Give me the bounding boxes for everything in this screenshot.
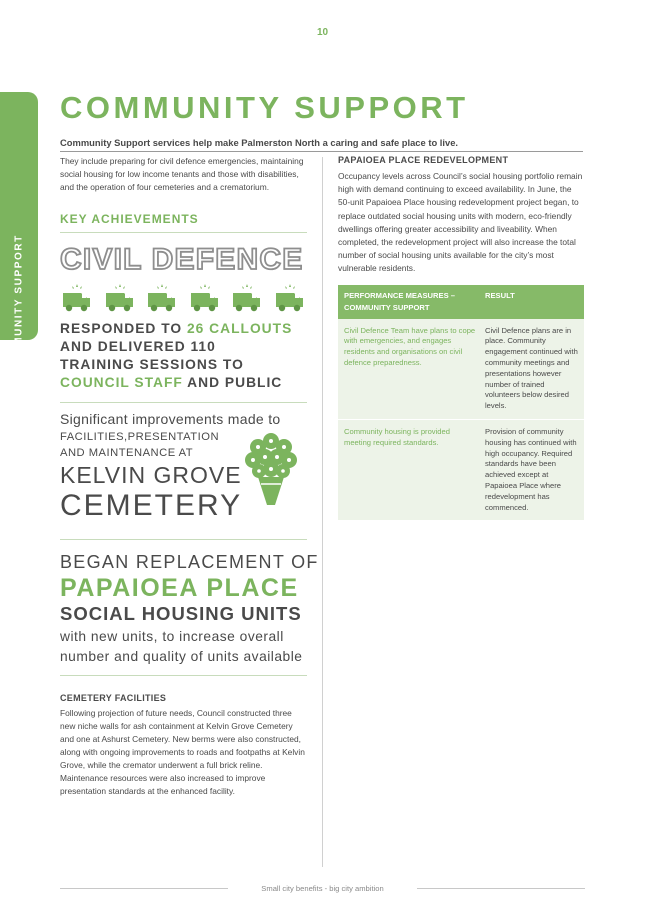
key-achievements-heading: KEY ACHIEVEMENTS: [60, 211, 199, 226]
council-staff-label: COUNCIL STAFF: [60, 374, 183, 390]
civil-defence-stats: [60, 320, 307, 392]
divider: [60, 232, 307, 233]
divider: [60, 402, 307, 403]
emergency-van-icon: [103, 283, 137, 313]
civil-defence-title: CIVIL DEFENCE: [60, 242, 304, 276]
began-replacement-line: BEGAN REPLACEMENT OF: [60, 551, 319, 572]
result-cell: Provision of community housing has continued with high occupancy. Required standards have been achieved except at Papaioea Place where redevelopment has commenced.: [485, 427, 577, 512]
redevelopment-heading: PAPAIOEA PLACE REDEVELOPMENT: [338, 155, 509, 165]
result-cell: Civil Defence plans are in place. Community engagement continued with community meetings and presentations however number of trained volunteers below desired levels.: [485, 325, 578, 411]
cemetery-facilities-heading: CEMETERY FACILITIES: [60, 692, 167, 703]
papaioea-place-label: PAPAIOEA PLACE: [60, 573, 299, 602]
performance-table: [338, 285, 584, 521]
table-header: [338, 285, 584, 319]
and-public-label: AND PUBLIC: [182, 374, 283, 390]
housing-highlight: [60, 551, 319, 667]
kelvin-grove-label: KELVIN GROVE: [60, 461, 242, 488]
cemetery-facilities-paragraph: Following projection of future needs, Council constructed three new niche walls for ash containment at Kelvin Grove Cemetery and one at Ashurst Cemetery. New berms were also constructed, along with ongoing improvements to roads and footpaths at Kelvin Grove, while the cremator underwent a full brick reline. Maintenance resources were also increased to improve presentation standards at the enhanced facility.: [60, 707, 305, 797]
emergency-van-icon: [273, 283, 307, 313]
divider: [60, 539, 307, 540]
redevelopment-paragraph: Occupancy levels across Council’s social housing portfolio remain high with demand continuing to exceed availability. In June, the 50-unit Papaioea Place housing redevelopment project began, to replace outdated social housing units with modern, eco-friendly dwellings offering greater accessibility and liveability. When completed, the redevelopment project will also increase the total number of social housing units available for the city’s most vulnerable residents.: [338, 171, 583, 274]
side-tab-label: COMMUNITY SUPPORT: [13, 234, 25, 374]
training-line-1: AND DELIVERED 110: [60, 338, 216, 354]
footer-tagline: Small city benefits - big city ambition: [261, 884, 384, 893]
page-number: 10: [316, 27, 329, 38]
training-line-2: TRAINING SESSIONS TO: [60, 356, 244, 372]
emergency-van-icon: [60, 283, 94, 313]
emergency-van-icon: [230, 283, 264, 313]
measure-cell: Civil Defence Team have plans to cope with emergencies, and engages residents and organisations on civil defence preparedness.: [344, 325, 476, 368]
column-divider: [322, 157, 323, 867]
intro-statement: Community Support services help make Palmerston North a caring and safe place to live.: [60, 137, 459, 148]
training-line-3: [60, 374, 307, 392]
callouts-line: [60, 320, 307, 338]
page-title: COMMUNITY SUPPORT: [60, 90, 469, 125]
flower-bouquet-icon: [243, 429, 299, 509]
van-row: [60, 283, 307, 313]
right-column: [338, 155, 584, 520]
facilities-line: FACILITIES,PRESENTATION: [60, 430, 220, 443]
callouts-count: 26 CALLOUTS: [186, 320, 293, 336]
improvements-line: Significant improvements made to: [60, 410, 281, 427]
divider: [60, 675, 307, 676]
measure-column-header: PERFORMANCE MEASURES – COMMUNITY SUPPORT: [344, 290, 455, 312]
side-tab: [0, 92, 38, 374]
cemetery-label: CEMETERY: [60, 488, 243, 522]
social-housing-units-label: SOCIAL HOUSING UNITS: [60, 602, 302, 624]
result-column-header: RESULT: [485, 290, 515, 300]
emergency-van-icon: [188, 283, 222, 313]
table-row: [338, 319, 584, 419]
callouts-prefix: RESPONDED TO: [60, 320, 187, 336]
intro-divider: [60, 151, 583, 152]
left-column: [60, 155, 319, 798]
quality-units-line: number and quality of units available: [60, 648, 303, 664]
cemetery-highlight: [60, 411, 307, 533]
intro-paragraph: They include preparing for civil defence emergencies, maintaining social housing for low income tenants and those with disabilities, and the operation of four cemeteries and a crematorium.: [60, 156, 304, 193]
table-row: [338, 419, 584, 520]
measure-cell: Community housing is provided meeting required standards.: [344, 427, 450, 447]
emergency-van-icon: [145, 283, 179, 313]
new-units-line: with new units, to increase overall: [60, 628, 284, 644]
maintenance-line: AND MAINTENANCE AT: [60, 446, 194, 459]
